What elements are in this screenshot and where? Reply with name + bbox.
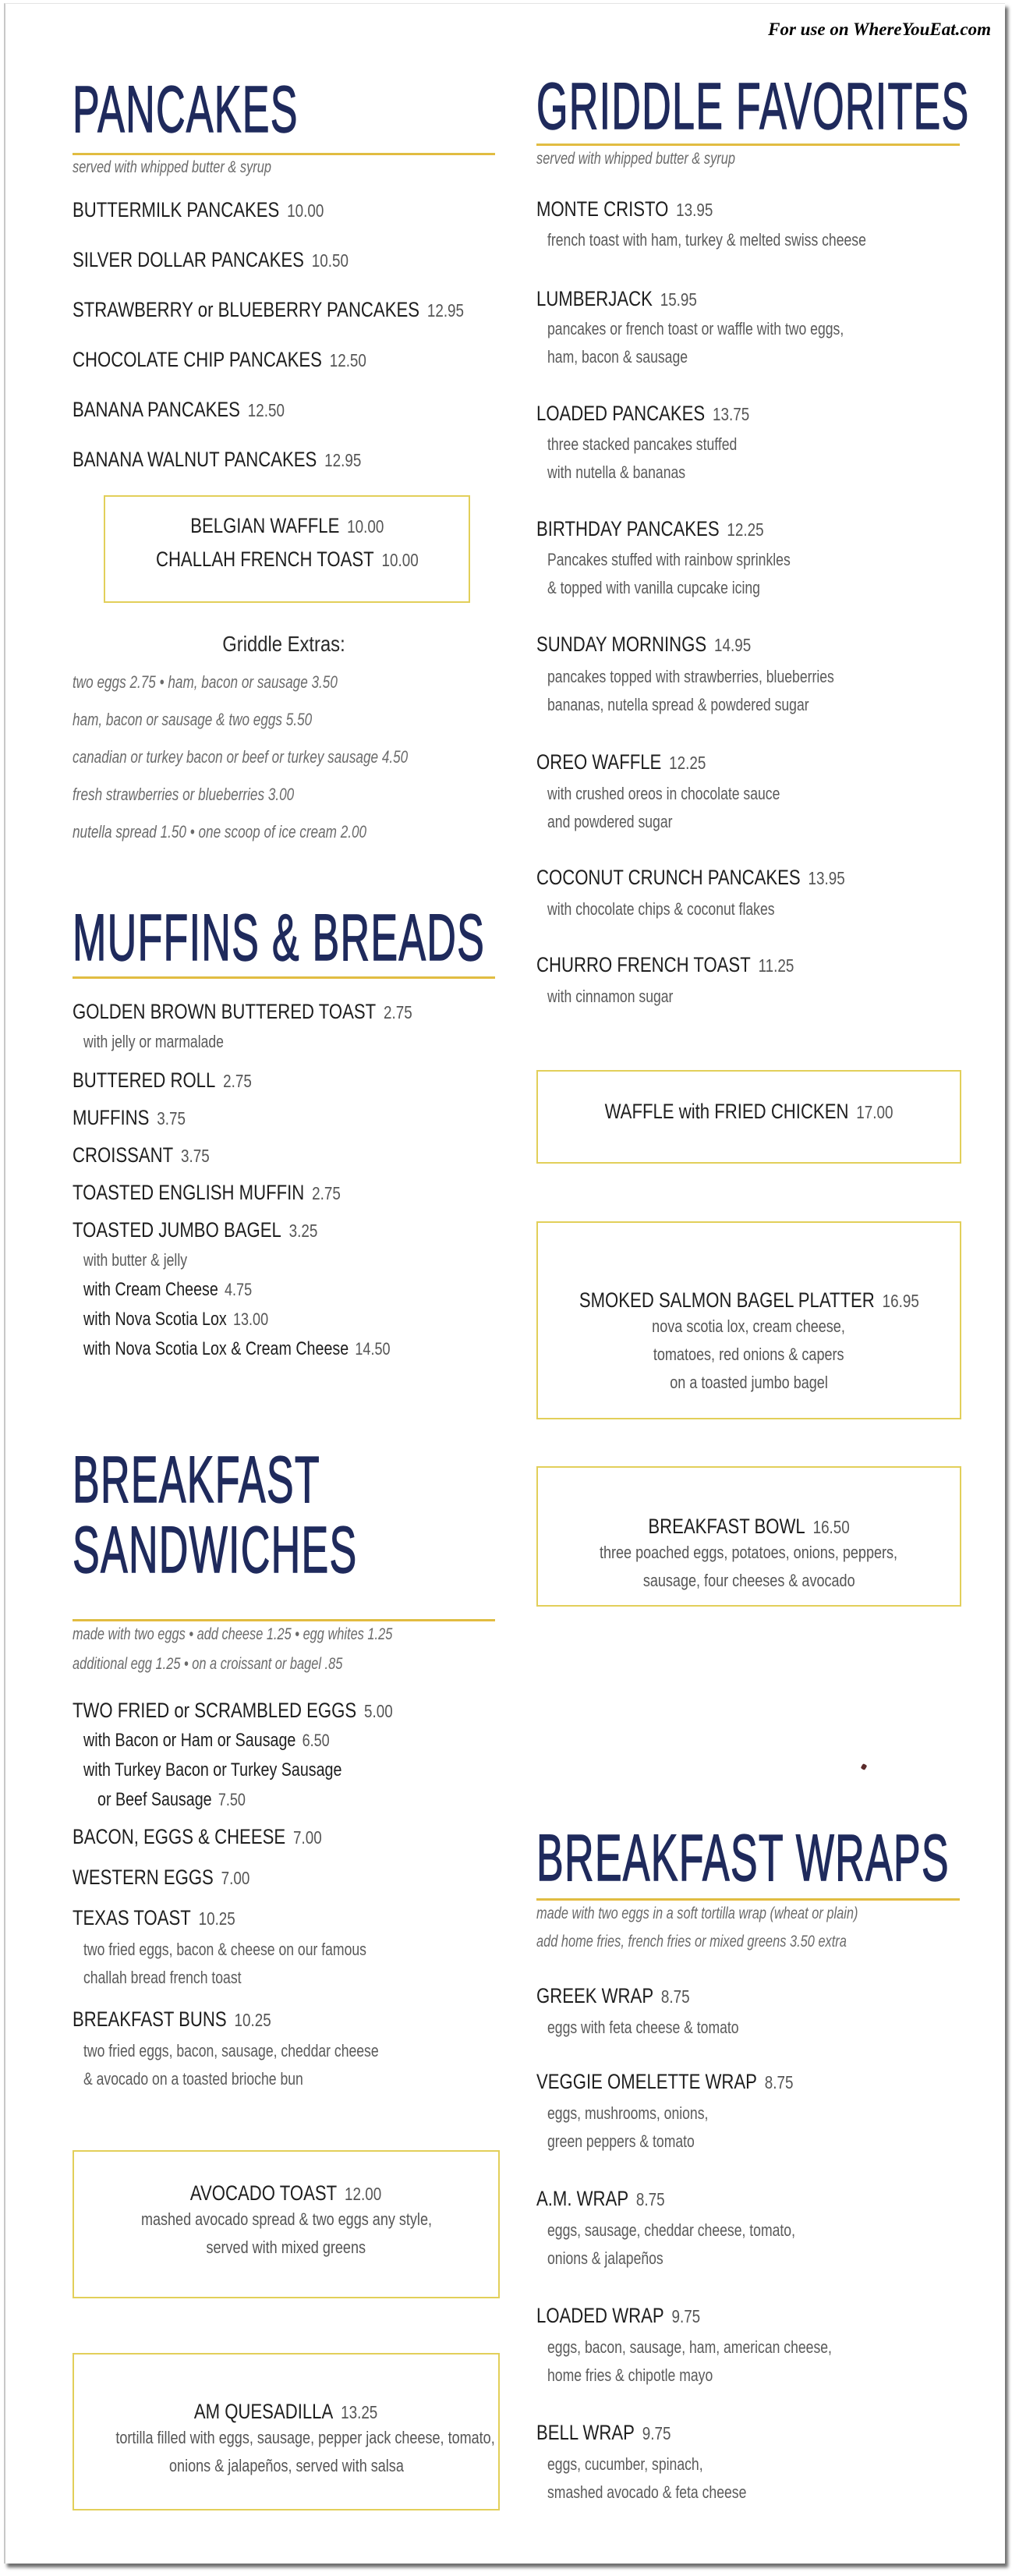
section-title-line2: SANDWICHES — [73, 1513, 358, 1586]
item-price: 12.50 — [329, 350, 366, 370]
item-description: eggs with feta cheese & tomato — [547, 2018, 739, 2037]
box-item-price: 17.00 — [856, 1102, 893, 1122]
option-name: with Bacon or Ham or Sausage — [83, 1730, 296, 1751]
option-price: 13.00 — [232, 1309, 269, 1329]
item-name: LOADED PANCAKES — [536, 402, 706, 425]
menu-item — [536, 287, 697, 311]
smoked-salmon-box — [536, 1221, 961, 1419]
section-rule — [73, 153, 495, 155]
menu-item — [73, 298, 464, 322]
breakfast-bowl-box — [536, 1466, 961, 1607]
option-name: with Nova Scotia Lox & Cream Cheese — [83, 1338, 349, 1359]
item-price: 12.95 — [426, 300, 465, 321]
item-name: BELL WRAP — [536, 2421, 635, 2444]
egg-option — [83, 1759, 341, 1781]
menu-item — [73, 1825, 322, 1849]
item-price: 12.25 — [727, 519, 764, 540]
bagel-option — [83, 1309, 268, 1331]
menu-item — [73, 248, 349, 272]
item-price: 13.75 — [712, 404, 750, 424]
extra-line: ham, bacon or sausage & two eggs 5.50 — [73, 710, 313, 729]
menu-item — [536, 197, 713, 221]
menu-item — [73, 348, 366, 372]
box-item-price: 16.95 — [882, 1291, 919, 1311]
item-price: 14.95 — [713, 635, 752, 655]
item-name: LOADED WRAP — [536, 2304, 664, 2327]
menu-item — [73, 2007, 271, 2032]
item-name: SILVER DOLLAR PANCAKES — [73, 248, 304, 271]
item-price: 12.25 — [669, 753, 706, 773]
menu-item — [73, 198, 324, 222]
menu-item — [536, 953, 794, 977]
item-name: TEXAS TOAST — [73, 1906, 191, 1929]
item-name: OREO WAFFLE — [536, 750, 662, 774]
item-name: MONTE CRISTO — [536, 197, 669, 221]
section-note: made with two eggs • add cheese 1.25 • egg whites 1.25 — [73, 1625, 393, 1643]
section-title: GRIDDLE FAVORITES — [536, 69, 970, 143]
waffle-french-toast-box — [104, 495, 470, 603]
item-price: 8.75 — [660, 1986, 690, 2007]
egg-option — [83, 1730, 330, 1752]
item-name: GREEK WRAP — [536, 1984, 654, 2007]
item-name: GOLDEN BROWN BUTTERED TOAST — [73, 1000, 377, 1023]
menu-item — [536, 750, 706, 774]
item-name: A.M. WRAP — [536, 2187, 629, 2210]
option-price: 4.75 — [225, 1280, 253, 1299]
section-note: served with whipped butter & syrup — [536, 150, 735, 168]
item-description: home fries & chipotle mayo — [547, 2365, 713, 2385]
item-name: STRAWBERRY or BLUEBERRY PANCAKES — [73, 298, 420, 321]
menu-item — [536, 1984, 690, 2008]
item-price: 8.75 — [635, 2189, 665, 2209]
item-name: BACON, EGGS & CHEESE — [73, 1825, 286, 1848]
item-price: 12.50 — [247, 400, 285, 420]
section-note: served with whipped butter & syrup — [73, 158, 271, 176]
box-item-name: CHALLAH FRENCH TOAST — [155, 547, 374, 571]
menu-item — [73, 1699, 393, 1723]
box-item-price: 13.25 — [341, 2402, 378, 2422]
menu-item — [73, 1143, 210, 1168]
option-price: 6.50 — [302, 1731, 330, 1750]
item-description: with crushed oreos in chocolate sauce — [547, 784, 780, 803]
item-price: 9.75 — [671, 2306, 701, 2326]
watermark: For use on WhereYouEat.com — [768, 19, 991, 39]
box-item-name: WAFFLE with FRIED CHICKEN — [604, 1100, 849, 1123]
bagel-option — [83, 1338, 391, 1360]
item-description: smashed avocado & feta cheese — [547, 2482, 747, 2502]
item-price: 10.00 — [287, 200, 324, 221]
item-description: three stacked pancakes stuffed — [547, 434, 738, 454]
item-name: BREAKFAST BUNS — [73, 2007, 227, 2031]
item-description: eggs, cucumber, spinach, — [547, 2454, 703, 2474]
option-name: with Nova Scotia Lox — [83, 1309, 227, 1330]
item-description: green peppers & tomato — [547, 2131, 695, 2151]
box-item-description: served with mixed greens — [206, 2238, 366, 2257]
box-item-name: AM QUESADILLA — [194, 2400, 334, 2423]
section-note: add home fries, french fries or mixed greens 3.50 extra — [536, 1933, 847, 1951]
box-item-name: BREAKFAST BOWL — [648, 1515, 805, 1538]
item-description: & topped with vanilla cupcake icing — [547, 578, 760, 597]
menu-item — [73, 448, 361, 472]
menu-item — [536, 2421, 671, 2445]
option-name: or Beef Sausage — [97, 1789, 212, 1810]
box-item-price: 12.00 — [345, 2184, 382, 2204]
item-name: BANANA PANCAKES — [73, 398, 240, 421]
option-name: with Turkey Bacon or Turkey Sausage — [83, 1759, 342, 1781]
menu-item — [73, 1866, 249, 1890]
griddle-extras-title: Griddle Extras: — [222, 632, 345, 656]
box-item-price: 16.50 — [812, 1517, 850, 1537]
item-price: 10.50 — [311, 250, 349, 271]
item-name: BUTTERMILK PANCAKES — [73, 198, 280, 221]
item-description: and powdered sugar — [547, 812, 673, 831]
item-name: TOASTED ENGLISH MUFFIN — [73, 1181, 305, 1204]
item-description: with nutella & bananas — [547, 462, 686, 482]
item-price: 3.75 — [181, 1146, 210, 1166]
extra-line: two eggs 2.75 • ham, bacon or sausage 3.50 — [73, 672, 338, 692]
item-description: pancakes or french toast or waffle with two eggs, — [547, 319, 844, 338]
menu-item — [73, 1218, 317, 1242]
section-note: made with two eggs in a soft tortilla wrap (wheat or plain) — [536, 1905, 858, 1922]
extra-line: fresh strawberries or blueberries 3.00 — [73, 785, 295, 804]
item-price: 12.95 — [324, 450, 362, 470]
item-description: onions & jalapeños — [547, 2248, 663, 2268]
section-rule — [536, 1898, 960, 1901]
waffle-fried-chicken-box — [536, 1070, 961, 1164]
item-price: 11.25 — [758, 955, 794, 976]
box-item-price: 10.00 — [381, 550, 419, 570]
item-price: 2.75 — [223, 1071, 252, 1091]
menu-item — [73, 1181, 341, 1205]
am-quesadilla-box — [73, 2353, 500, 2510]
box-item-description: sausage, four cheeses & avocado — [642, 1571, 855, 1590]
menu-item — [73, 398, 285, 422]
menu-item — [73, 1906, 235, 1930]
item-description: with butter & jelly — [83, 1250, 188, 1270]
box-item-description: on a toasted jumbo bagel — [670, 1373, 828, 1392]
box-item-description: tortilla filled with eggs, sausage, pepper jack cheese, tomato, — [115, 2428, 495, 2447]
box-item-description: onions & jalapeños, served with salsa — [168, 2456, 404, 2475]
item-price: 9.75 — [642, 2423, 671, 2443]
item-name: SUNDAY MORNINGS — [536, 632, 707, 656]
menu-item — [536, 517, 764, 541]
menu-item — [536, 2304, 700, 2328]
box-item-price: 10.00 — [346, 516, 384, 537]
extra-line: canadian or turkey bacon or beef or turkey sausage 4.50 — [73, 747, 409, 767]
item-name: BUTTERED ROLL — [73, 1068, 216, 1092]
right-column — [536, 0, 970, 2576]
item-description: with chocolate chips & coconut flakes — [547, 899, 775, 919]
box-item-name: AVOCADO TOAST — [190, 2181, 338, 2205]
item-description: two fried eggs, bacon & cheese on our famous — [83, 1940, 366, 1959]
item-price: 13.95 — [808, 868, 845, 888]
item-price: 3.75 — [157, 1108, 186, 1129]
item-name: MUFFINS — [73, 1106, 150, 1129]
item-price: 10.25 — [234, 2010, 271, 2030]
box-item-description: nova scotia lox, cream cheese, — [652, 1316, 846, 1336]
item-name: COCONUT CRUNCH PANCAKES — [536, 866, 801, 889]
item-name: BANANA WALNUT PANCAKES — [73, 448, 317, 471]
item-description: & avocado on a toasted brioche bun — [83, 2069, 303, 2089]
box-item-description: tomatoes, red onions & capers — [653, 1345, 844, 1364]
section-title: PANCAKES — [73, 73, 299, 146]
menu-item — [536, 2187, 665, 2211]
section-rule — [536, 144, 960, 146]
item-description: two fried eggs, bacon, sausage, cheddar cheese — [83, 2041, 379, 2060]
box-item-name: SMOKED SALMON BAGEL PLATTER — [579, 1288, 875, 1312]
item-name: TWO FRIED or SCRAMBLED EGGS — [73, 1699, 357, 1722]
section-title: BREAKFAST WRAPS — [536, 1821, 950, 1894]
item-name: WESTERN EGGS — [73, 1866, 214, 1889]
menu-item — [73, 1000, 412, 1024]
box-item-name: BELGIAN WAFFLE — [189, 514, 340, 537]
item-description: challah bread french toast — [83, 1968, 242, 1987]
item-price: 2.75 — [312, 1183, 341, 1203]
item-name: VEGGIE OMELETTE WRAP — [536, 2070, 757, 2093]
menu-item — [536, 632, 751, 657]
item-name: CHOCOLATE CHIP PANCAKES — [73, 348, 322, 371]
item-name: TOASTED JUMBO BAGEL — [73, 1218, 281, 1242]
item-price: 7.00 — [221, 1868, 250, 1888]
section-title-line1: BREAKFAST — [73, 1443, 320, 1516]
item-description: Pancakes stuffed with rainbow sprinkles — [547, 550, 791, 569]
section-rule — [73, 1619, 495, 1621]
section-title: MUFFINS & BREADS — [73, 901, 486, 974]
item-description: pancakes topped with strawberries, blueberries — [547, 667, 834, 686]
item-description: with cinnamon sugar — [547, 987, 674, 1006]
item-description: french toast with ham, turkey & melted swiss cheese — [547, 230, 866, 250]
section-rule — [73, 976, 495, 979]
option-price: 7.50 — [218, 1790, 246, 1809]
avocado-toast-box — [73, 2150, 500, 2298]
item-price: 13.95 — [676, 200, 713, 220]
option-name: with Cream Cheese — [83, 1279, 218, 1300]
bagel-option — [83, 1279, 252, 1301]
item-price: 7.00 — [292, 1827, 322, 1848]
item-price: 5.00 — [363, 1701, 393, 1721]
option-price: 14.50 — [355, 1339, 391, 1359]
item-description: eggs, sausage, cheddar cheese, tomato, — [547, 2220, 795, 2240]
menu-item — [536, 2070, 793, 2094]
item-price: 8.75 — [764, 2072, 794, 2092]
box-item-description: mashed avocado spread & two eggs any style, — [140, 2209, 432, 2229]
item-description: eggs, mushrooms, onions, — [547, 2103, 709, 2123]
left-column — [73, 0, 495, 2576]
box-item-description: three poached eggs, potatoes, onions, peppers, — [600, 1543, 898, 1562]
extra-line: nutella spread 1.50 • one scoop of ice cream 2.00 — [73, 822, 367, 842]
menu-item — [73, 1068, 252, 1093]
item-description: with jelly or marmalade — [83, 1032, 224, 1051]
item-name: CHURRO FRENCH TOAST — [536, 953, 751, 976]
item-name: LUMBERJACK — [536, 287, 653, 310]
item-price: 3.25 — [288, 1221, 318, 1241]
menu-item — [73, 1106, 186, 1130]
item-name: BIRTHDAY PANCAKES — [536, 517, 720, 540]
item-description: bananas, nutella spread & powdered sugar — [547, 695, 809, 714]
item-description: ham, bacon & sausage — [547, 347, 688, 367]
item-price: 10.25 — [198, 1908, 235, 1929]
item-name: CROISSANT — [73, 1143, 174, 1167]
item-description: eggs, bacon, sausage, ham, american cheese, — [547, 2337, 832, 2357]
item-price: 15.95 — [660, 289, 697, 310]
egg-option — [97, 1789, 246, 1811]
menu-item — [536, 866, 845, 890]
item-price: 2.75 — [383, 1002, 412, 1022]
section-note: additional egg 1.25 • on a croissant or bagel .85 — [73, 1655, 343, 1673]
menu-item — [536, 402, 749, 426]
